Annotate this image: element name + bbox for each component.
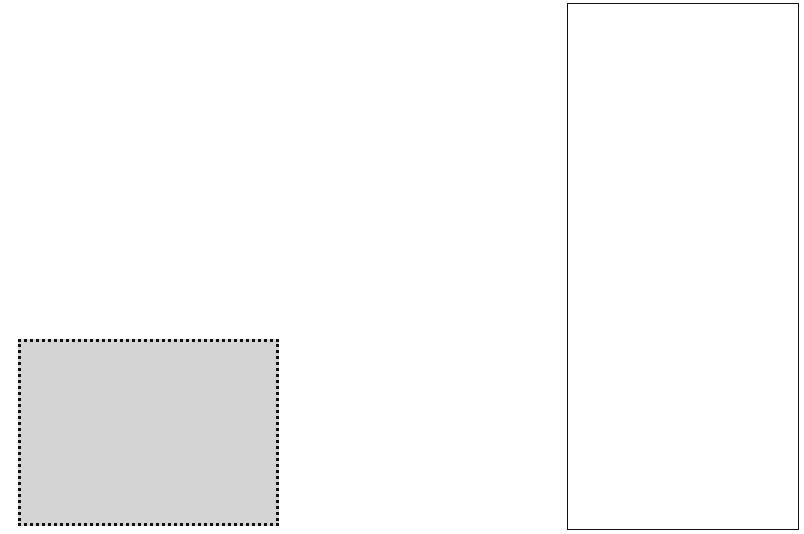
lot-215-box (18, 339, 279, 526)
pedigree-box (567, 3, 799, 530)
